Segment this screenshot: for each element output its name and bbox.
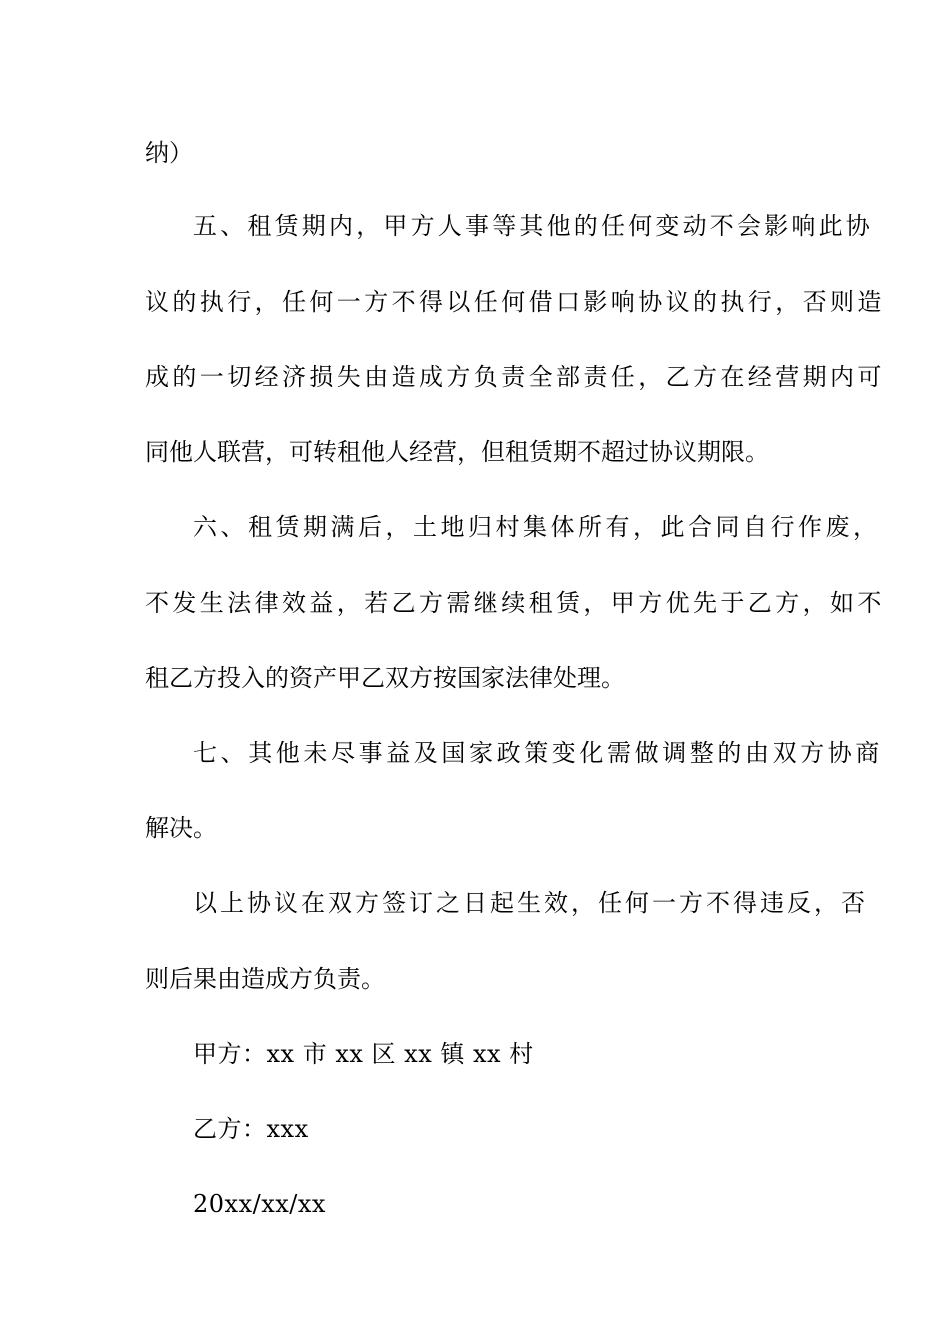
clause-six-line: 租乙方投入的资产甲乙双方按国家法律处理。 xyxy=(145,664,625,692)
paragraph-line: 纳） xyxy=(145,139,193,167)
clause-seven-line: 七、其他未尽事益及国家政策变化需做调整的由双方协商 xyxy=(193,739,883,767)
party-b: 乙方：xxx xyxy=(193,1115,309,1143)
clause-five-line: 成的一切经济损失由造成方负责全部责任，乙方在经营期内可 xyxy=(145,363,885,391)
signing-date: 20xx/xx/xx xyxy=(193,1190,326,1218)
clause-six-line: 不发生法律效益，若乙方需继续租赁，甲方优先于乙方，如不 xyxy=(145,589,885,617)
closing-line: 则后果由造成方负责。 xyxy=(145,965,385,993)
clause-five-line: 五、租赁期内，甲方人事等其他的任何变动不会影响此协 xyxy=(193,212,873,240)
clause-seven-line: 解决。 xyxy=(145,814,217,842)
clause-five-line: 议的执行，任何一方不得以任何借口影响协议的执行，否则造 xyxy=(145,288,885,316)
party-a: 甲方：xx 市 xx 区 xx 镇 xx 村 xyxy=(193,1040,534,1068)
closing-line: 以上协议在双方签订之日起生效，任何一方不得违反，否 xyxy=(193,889,868,917)
clause-six-line: 六、租赁期满后，土地归村集体所有，此合同自行作废， xyxy=(193,513,881,541)
clause-five-line: 同他人联营，可转租他人经营，但租赁期不超过协议期限。 xyxy=(145,438,769,466)
